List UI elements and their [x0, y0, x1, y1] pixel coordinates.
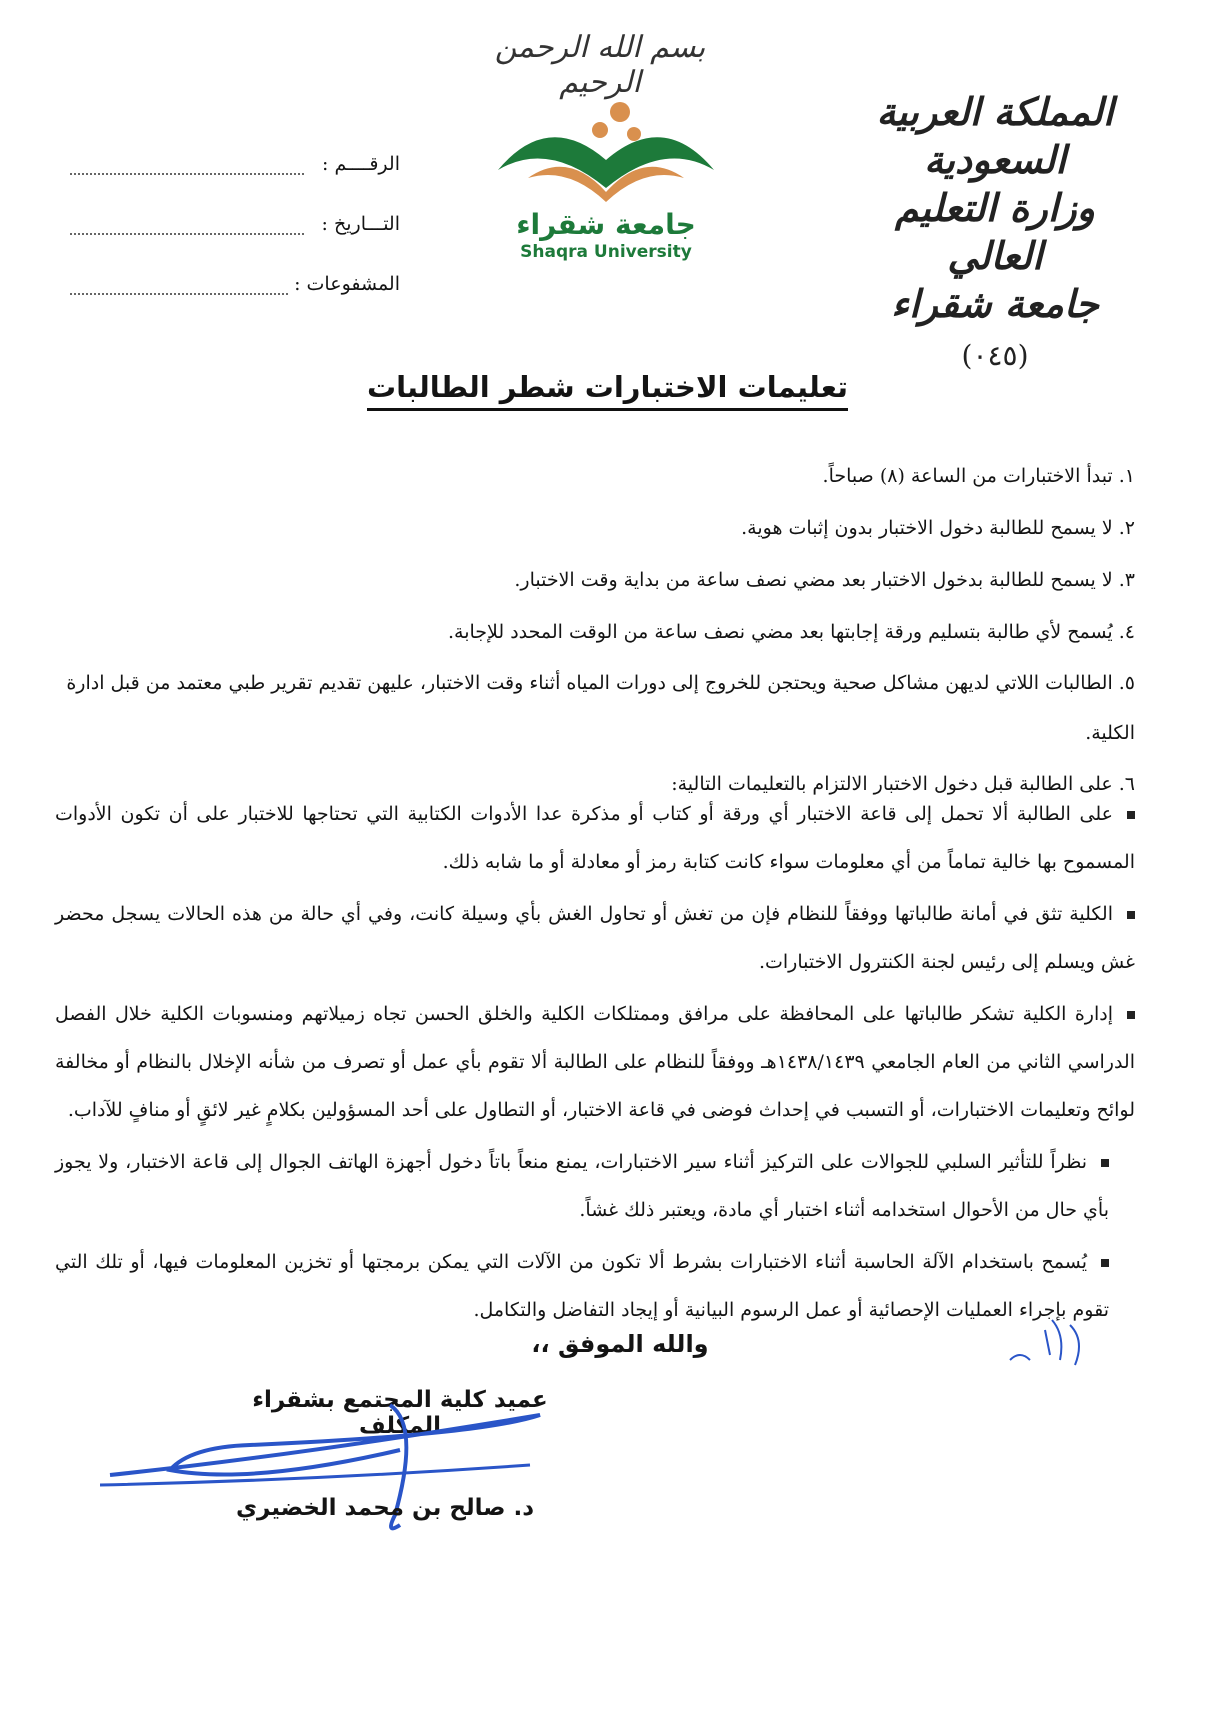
rule-bullet: إدارة الكلية تشكر طالباتها على المحافظة على مرافق وممتلكات الكلية والخلق الحسن تجاه زميلاتهم ومنسوبات الكلية خلال الفصل الدراسي الثاني من العام الجامعي ١٤٣٨/١٤٣٩هـ ووفقاً للنظام على الطالبة ألا تقوم بأي عمل أو تصرف من شأنه الإخلال بالنظام أو مخالفة لوائح وتعليمات الاختبارات، أو التسبب في إحداث فوضى في قاعة الاختبار، أو التطاول على أحد المسؤولين بكلامٍ غير لائقٍ أو منافٍ للآداب. — [55, 1003, 1135, 1121]
ref-attachments-line — [70, 273, 288, 295]
page-title — [0, 370, 1215, 404]
ministry-code: (٠٤٥) — [961, 339, 1029, 372]
university-logo — [488, 100, 724, 270]
ref-attachments-label: المشفوعات : — [294, 273, 400, 295]
rule-bullet: على الطالبة ألا تحمل إلى قاعة الاختبار أي ورقة أو كتاب أو مذكرة عدا الأدوات الكتابية التي تحتاجها للاختبار على أن تكون الأدوات المسموح بها خالية تماماً من أي معلومات سواء كانت كتابة رمز أو معادلة أو ما شابه ذلك. — [55, 803, 1135, 873]
ministry-line: جامعة شقراء — [891, 281, 1099, 326]
ref-number-row — [70, 115, 400, 175]
rules-bullet-list — [55, 790, 1135, 1338]
page-title-text: تعليمات الاختبارات شطر الطالبات — [367, 370, 848, 411]
instruction-item: ١.تبدأ الاختبارات من الساعة (٨) صباحاً. — [822, 465, 1135, 487]
ministry-line: وزارة التعليم العالي — [894, 185, 1096, 278]
bullet-square-icon — [1101, 1259, 1109, 1267]
ref-number-label: الرقــــم : — [322, 153, 400, 175]
signatory-name: د. صالح بن محمد الخضيري — [235, 1495, 535, 1521]
rule-bullet: نظراً للتأثير السلبي للجوالات على التركيز أثناء سير الاختبارات، يمنع منعاً باتاً دخول أجهزة الهاتف الجوال إلى قاعة الاختبار، ولا يجوز بأي حال من الأحوال استخدامه أثناء اختبار أي مادة، ويعتبر ذلك غشاً. — [55, 1151, 1109, 1221]
book-logo-icon — [488, 100, 724, 210]
bullet-square-icon — [1127, 911, 1135, 919]
ref-date-row — [70, 175, 400, 235]
bullet-square-icon — [1101, 1159, 1109, 1167]
ref-number-line — [70, 153, 304, 175]
logo-arabic-text: جامعة شقراء — [516, 208, 696, 241]
reference-fields — [70, 115, 400, 295]
instructions-list — [65, 450, 1135, 810]
instruction-item: ٢.لا يسمح للطالبة دخول الاختبار بدون إثبات هوية. — [741, 517, 1135, 539]
rule-bullet: يُسمح باستخدام الآلة الحاسبة أثناء الاختبارات بشرط ألا تكون من الآلات التي يمكن برمجتها أو تخزين المعلومات فيها، أو تلك التي تقوم بإجراء العمليات الإحصائية أو عمل الرسوم البيانية أو إيجاد التفاضل والتكامل. — [55, 1251, 1109, 1321]
ministry-line: المملكة العربية السعودية — [876, 89, 1114, 182]
basmala: بسم الله الرحمن الرحيم — [494, 30, 706, 100]
bullet-square-icon — [1127, 811, 1135, 819]
signatory-title: عميد كلية المجتمع بشقراء المكلف — [252, 1387, 548, 1439]
instruction-item: ٦.على الطالبة قبل دخول الاختبار الالتزام بالتعليمات التالية: — [671, 773, 1135, 795]
logo-english-text: Shaqra University — [520, 242, 692, 262]
rule-bullet: الكلية تثق في أمانة طالباتها ووفقاً للنظام فإن من تغش أو تحاول الغش بأي وسيلة كانت، وفي أي حالة من هذه الحالات يسجل محضر غش ويسلم إلى رئيس لجنة الكنترول الاختبارات. — [55, 903, 1135, 973]
bullet-square-icon — [1127, 1011, 1135, 1019]
instruction-item: ٣.لا يسمح للطالبة بدخول الاختبار بعد مضي نصف ساعة من بداية وقت الاختبار. — [514, 569, 1135, 591]
ministry-header — [845, 88, 1145, 380]
handwritten-initials-icon — [990, 1310, 1100, 1380]
ref-date-label: التـــاريخ : — [321, 213, 400, 235]
instruction-item: ٤.يُسمح لأي طالبة بتسليم ورقة إجابتها بعد مضي نصف ساعة من الوقت المحدد للإجابة. — [447, 621, 1135, 643]
instruction-item: ٥.الطالبات اللاتي لديهن مشاكل صحية ويحتجن للخروج إلى دورات المياه أثناء وقت الاختبار، عليهن تقديم تقرير طبي معتمد من قبل ادارة الكلية. — [66, 672, 1135, 744]
ref-attachments-row — [70, 235, 400, 295]
closing-phrase: والله الموفق ،، — [531, 1330, 709, 1358]
ref-date-line — [70, 213, 304, 235]
